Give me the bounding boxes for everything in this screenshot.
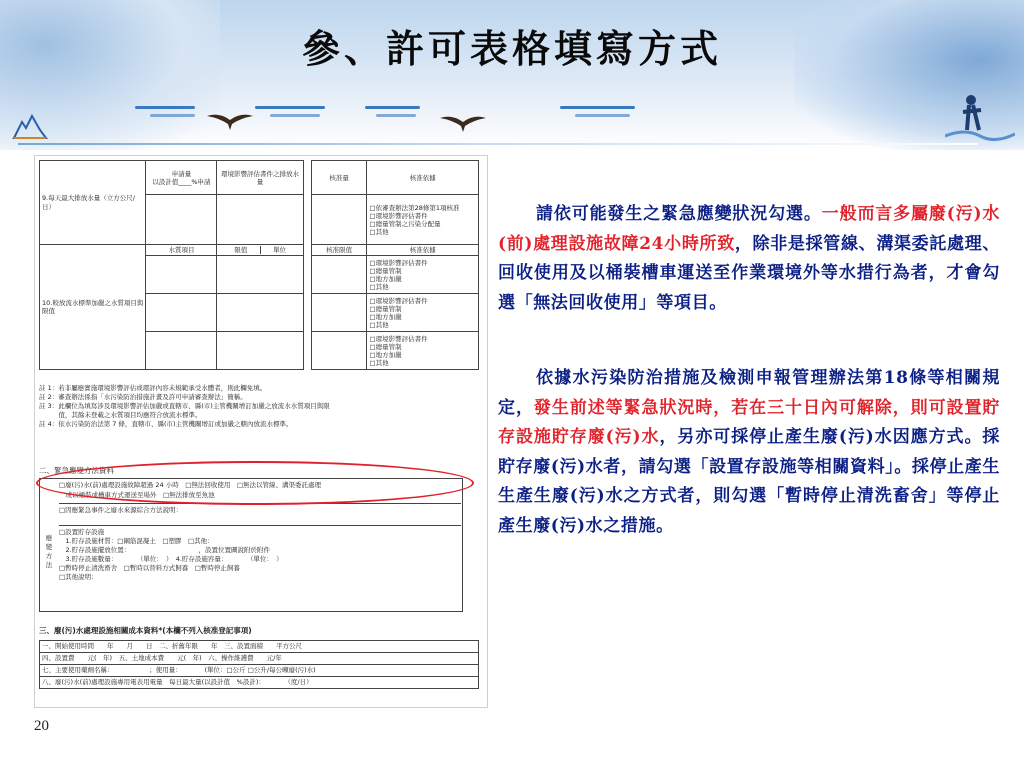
note-line: 註 1：若非屬應實施環境影響評估或環評內容未規範承受水體者，則此欄免填。 [39,384,267,392]
section2-row: □廢(污)水(前)處理設施故障超過 24 小時 □無法回收使用 □無法以管線、溝渠委託處理 [59,481,321,489]
water-volume-table [39,160,479,370]
row9-basis-list [367,195,479,245]
row10-label: 10.較放流水標準加嚴之水質項目與限值 [40,245,146,370]
side-char: 應 [45,534,53,542]
explanation-paragraph-2 [498,364,1000,541]
basis-item: □總量管制 [369,266,402,275]
section2-row: 2.貯存設施擺放位置： ，設置位置圖說附於附件 [59,546,270,554]
wave-decoration [150,114,195,117]
header-divider [18,143,978,145]
sub-header: 水質項目 [146,245,217,256]
highlight-oval [36,461,474,505]
page-number: 20 [34,718,49,734]
section3-title: 三、廢(污)水處理設施相關成本資料*(本欄不列入核准登記事項) [39,626,252,635]
basis-item: □總量管制之污染分配量 [369,219,441,228]
sub-header: 核准限值 [311,245,367,256]
wave-decoration [365,106,420,109]
sub-header: 核准依據 [367,245,479,256]
basis-item: □環境影響評估書件 [369,296,428,305]
section3-row: 七、主要使用藥劑名稱： ；使用量： (單位：□公斤 □公升/每公噸廢(污)水) [40,665,478,677]
section3-row: 一、開始使用時間 年 月 日 二、折舊年限 年 三、設置面積 平方公尺 [40,641,478,653]
basis-item: □環境影響評估書件 [369,258,428,267]
wave-decoration [376,114,416,117]
section2-row: □設置貯存設施 [59,525,461,537]
side-char: 變 [45,543,53,551]
paragraph-text: 依據水污染防治措施及檢測申報管理辦法第18條等相關規定， [498,368,1000,418]
basis-item: □依審查辦法第28條第1項核准 [369,203,460,212]
side-char: 方 [45,552,53,560]
section3-row: 八、廢(污)水(前)處理設施專用電表用電量 每日最大量(以設計值 %設計)： （度/日） [42,678,313,686]
basis-item: □其他 [369,358,389,367]
section2-row: 3.貯存設施數量： （單位： ） 4.貯存設施容量： （單位： ） [59,555,283,563]
section3-row: 四、設置費 元( 年) 五、土地成本費 元( 年) 六、操作維護費 元/年 [40,653,478,665]
basis-item: □其他 [369,227,389,236]
bird-icon [205,110,255,132]
paragraph-text: ，除非是採管線、溝渠委託處理、回收使用及以桶裝槽車運送至作業環境外等水措行為者，才會勾選「無法回收使用」等項目。 [498,233,1000,313]
note-line: 註 4：依水污染防治法第 7 條，直轄市、縣(市)主管機關增訂或加嚴之轄內放流水標準。 [39,420,293,428]
paragraph-text: ，另亦可採停止產生廢(污)水因應方式。採貯存廢(污)水者，請勾選「設置存設施等相關資料」。採停止產生生產生廢(污)水之方式者，則勾選「暫時停止清洗畜舍」等停止產生廢(污)水之措施。 [498,427,1000,536]
wave-decoration [135,106,195,109]
section2-row: □其他說明： [59,573,98,581]
basis-item: □環境影響評估書件 [369,211,428,220]
basis-item: □環境影響評估書件 [369,334,428,343]
slide-title: 參、許可表格填寫方式 [301,26,722,71]
section2-row: 或以桶裝或槽車方式運送至場外 □無法排放至魚池 [59,491,215,499]
basis-item: □總量管制 [369,342,402,351]
section3-table [39,640,479,689]
mountain-logo-icon [12,114,48,140]
note-line: 註 3：此欄位為填寫涉及環境影響評估加嚴或直轄市、縣(市)主管機關增訂加嚴之放流水水質項目與限 [39,402,330,410]
section2-row: □暫時停止清洗畜舍 □暫時以替料方式飼養 □暫時停止飼養 [59,564,240,572]
header-text: 以設計值____%申請 [152,177,211,186]
header-basis: 核准依據 [367,161,479,195]
section2-row: 1.貯存設施材質：□鋼筋混凝土 □塑膠 □其他： [59,537,214,545]
header-eia: 環境影響評估書件之排放水量 [217,161,303,195]
header-text: 申請量 [171,169,192,178]
form-notes [39,384,483,429]
wave-decoration [560,106,635,109]
basis-item: □地方加嚴 [369,350,402,359]
wave-decoration [270,114,320,117]
paragraph-highlight: 發生前述等緊急狀況時，若在三十日內可解除，則可設置貯存設施貯存廢(污)水 [498,397,1000,447]
sub-header: 限值 [234,246,248,254]
section2-side-label [43,534,55,570]
basis-item: □地方加嚴 [369,274,402,283]
paragraph-text: 請依可能發生之緊急應變狀況勾選。 [536,204,822,224]
fountain-figure-icon [945,90,1015,145]
wave-decoration [255,106,325,109]
basis-item: □地方加嚴 [369,312,402,321]
section2-title: 二、緊急應變方法資料 [39,466,114,475]
explanation-paragraph-1 [498,200,1000,318]
permit-form-image [34,155,488,708]
basis-item: □其他 [369,320,389,329]
basis-item: □其他 [369,282,389,291]
row9-label: 9.每天最大排放水量（立方公尺/日） [42,194,135,211]
section2-row: □因應緊急事件之廢水來源綜合方法說明： [59,503,461,525]
bird-icon [438,112,488,134]
header-applied [146,161,217,195]
paragraph-highlight: 一般而言多屬廢(污)水(前)處理設施故障24小時所致 [498,204,1000,254]
wave-decoration [575,114,630,117]
note-line: 註 2：審查辦法係指「水污染防治措施計畫及許可申請審查辦法」簡稱。 [39,393,247,401]
header-approved: 核准量 [311,161,367,195]
basis-item: □總量管制 [369,304,402,313]
sub-header: 單位 [260,246,298,254]
side-char: 法 [45,561,53,569]
note-line: 值，其餘未登載之水質項目均應符合放流水標準。 [39,411,202,419]
